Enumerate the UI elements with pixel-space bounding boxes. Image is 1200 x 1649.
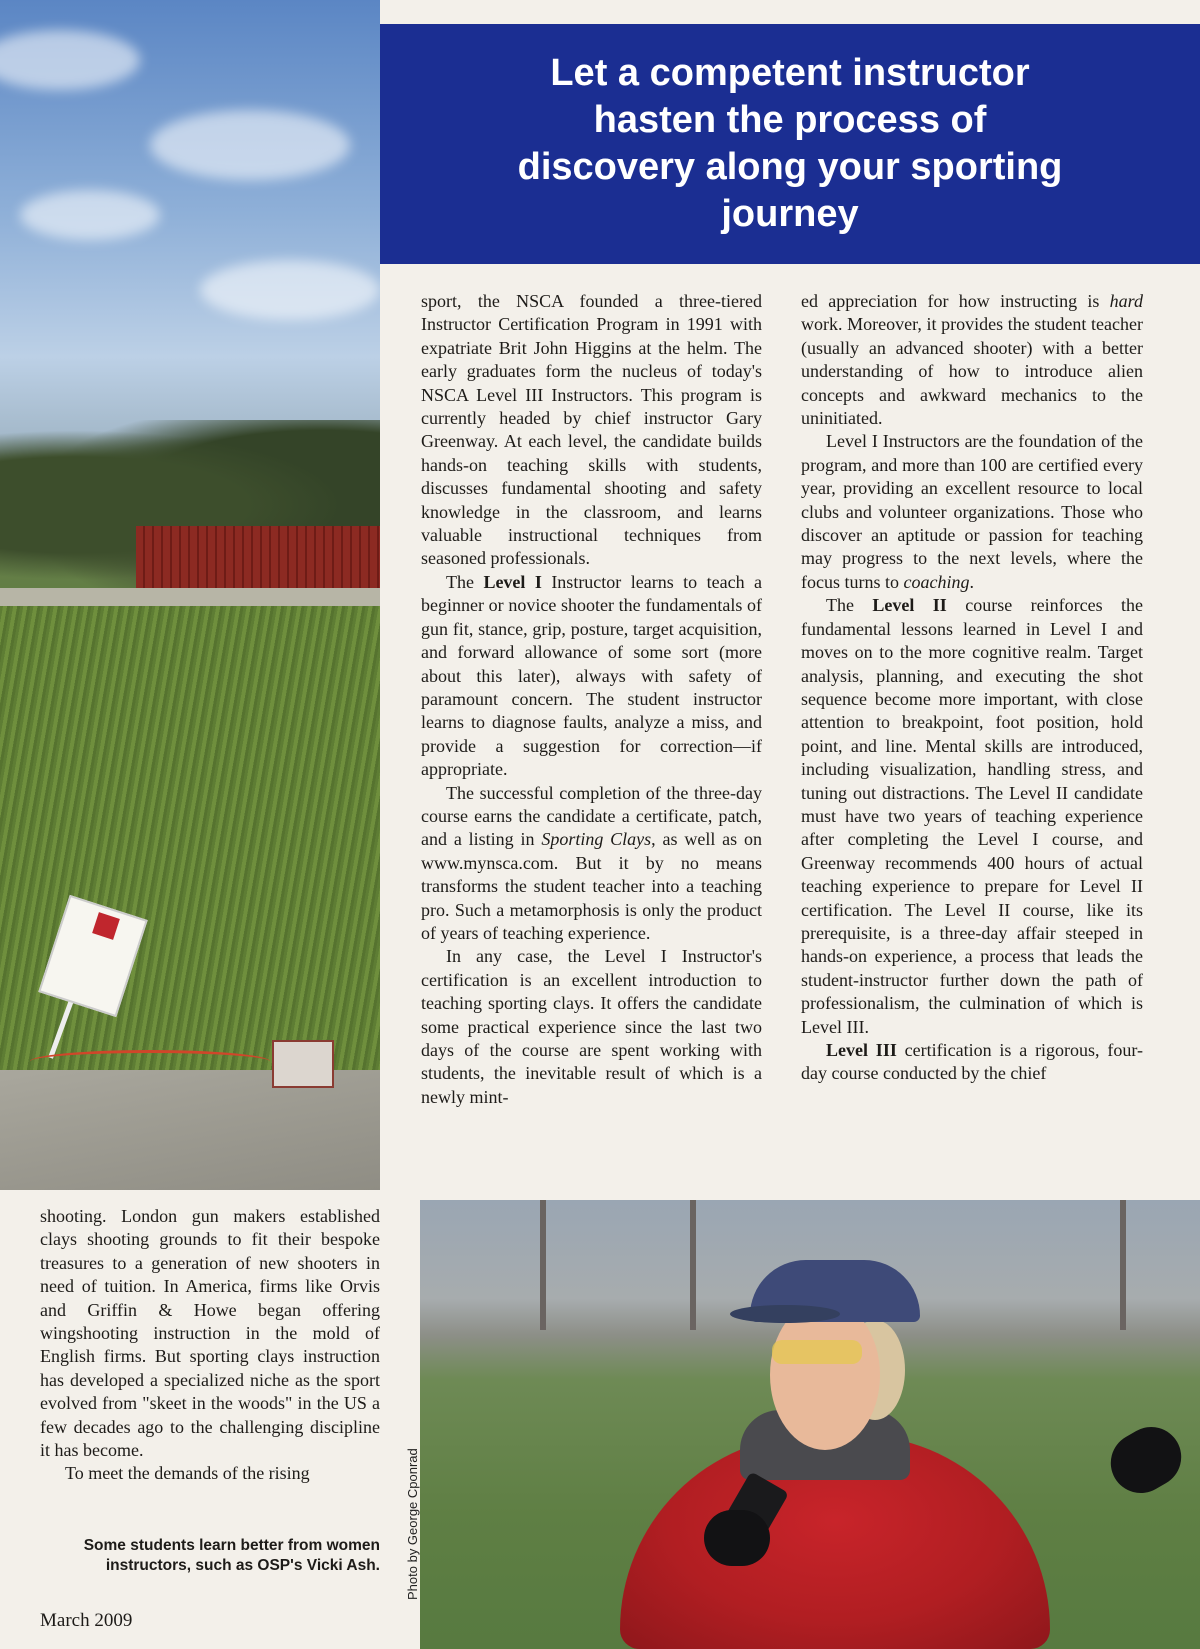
photo-caption: Some students learn better from women instructors, such as OSP's Vicki Ash. — [83, 1537, 380, 1574]
right-glove — [1100, 1416, 1192, 1504]
instructor-photo — [420, 1200, 1200, 1649]
left-glove — [704, 1510, 770, 1566]
cloud — [0, 30, 140, 90]
paragraph-text: Level I Instructors are the foundation of the program, and more than 100 are certified every year, providing an excellent resource to local clubs and volunteer organizations. Those who discover an aptitude or passion for teaching may progress to the next levels, where the focus turns to coaching. — [801, 431, 1143, 592]
text-column-2 — [801, 290, 1143, 1180]
grass — [0, 606, 380, 1076]
paragraph — [40, 1462, 380, 1485]
paragraph — [421, 571, 762, 782]
shooting-glasses — [772, 1340, 862, 1364]
pole — [540, 1200, 546, 1330]
paragraph — [801, 1039, 1143, 1086]
pole — [1120, 1200, 1126, 1330]
electric-cord — [30, 1050, 270, 1073]
trap-control-box — [272, 1040, 334, 1088]
page-folio: March 2009 — [40, 1610, 133, 1631]
paragraph — [421, 945, 762, 1109]
pole — [690, 1200, 696, 1330]
paragraph — [421, 782, 762, 946]
paragraph — [40, 1205, 380, 1462]
paragraph-text: The Level II course reinforces the fundamental lessons learned in Level I and moves on to the more cognitive realm. Target analysis, planning, and executing the shot sequence become more important, with close attention to breakpoint, foot position, hold point, and line. Mental skills are introduced, including visualization, handling stress, and tuning out distractions. The Level II candidate must have two years of teaching experience after completing the Level I course, and Greenway recommends 400 hours of actual teaching experience to prepare for Level II certification. The Level II course, like its prerequisite, is a three-day affair steeped in hands-on experience, a process that leads the student-instructor further down the path of professionalism, the culmination of which is Level III. — [801, 595, 1143, 1037]
cloud — [150, 110, 350, 180]
sidewalk — [0, 1070, 380, 1190]
headline: Let a competent instructor hasten the process of discovery along your sporting journey — [517, 52, 1063, 235]
text-column-3 — [40, 1205, 380, 1505]
paragraph-text: sport, the NSCA founded a three-tiered Instructor Certification Program in 1991 with expatriate Brit John Higgins at the helm. The early graduates form the nucleus of today's NSCA Level III Instructors. This program is currently headed by chief instructor Gary Greenway. At each level, the candidate builds hands-on teaching skills with students, discusses fundamental shooting and safety knowledge in the classroom, and learns valuable instructional techniques from seasoned professionals. — [421, 291, 762, 569]
paragraph-text: In any case, the Level I Instructor's certification is an excellent introduction to teaching sporting clays. It offers the candidate some practical experience since the last two days of the course are spent working with students, the inevitable result of which is a newly mint- — [421, 946, 762, 1107]
text-column-1 — [421, 290, 762, 1180]
headline-band — [380, 24, 1200, 264]
paragraph-text: ed appreciation for how instructing is hard work. Moreover, it provides the student teacher (usually an advanced shooter) with a better understanding of how to introduce alien concepts and awkward mechanics to the uninitiated. — [801, 291, 1143, 429]
cap-brim — [730, 1305, 840, 1323]
paragraph-text: To meet the demands of the rising — [65, 1463, 310, 1484]
paragraph-text: The Level I Instructor learns to teach a beginner or novice shooter the fundamentals of gun fit, stance, grip, posture, target acquisition, and forward allowance of some sort (more about this later), always with safety of paramount concern. The student instructor learns to diagnose faults, analyze a miss, and provide a suggestion for correction—if appropriate. — [421, 571, 763, 780]
cloud — [200, 260, 380, 320]
paragraph-text: Level III certification is a rigorous, four-day course conducted by the chief — [801, 1040, 1144, 1084]
paragraph — [801, 430, 1143, 594]
cloud — [20, 190, 160, 240]
paragraph — [801, 594, 1143, 1039]
road — [0, 588, 380, 606]
photo-credit: Photo by George Cponrad — [405, 1448, 420, 1600]
paragraph — [801, 290, 1143, 430]
paragraph — [421, 290, 762, 571]
paragraph-text: shooting. London gun makers established clays shooting grounds to fit their bespoke treasures to a generation of new shooters in need of tuition. In America, firms like Orvis and Griffin & Howe began offering wingshooting instruction in the mold of English firms. But sporting clays instruction has developed a specialized niche as the sport evolved from "skeet in the woods" in the US a few decades ago to the challenging discipline it has become. — [40, 1206, 380, 1461]
paragraph-text: The successful completion of the three-day course earns the candidate a certificate, patch, and a listing in Sporting Clays, as well as on www.mynsca.com. But it by no means transforms the student teacher into a teaching pro. Such a metamorphosis is only the product of years of teaching experience. — [421, 782, 762, 943]
field-photo — [0, 0, 380, 1190]
